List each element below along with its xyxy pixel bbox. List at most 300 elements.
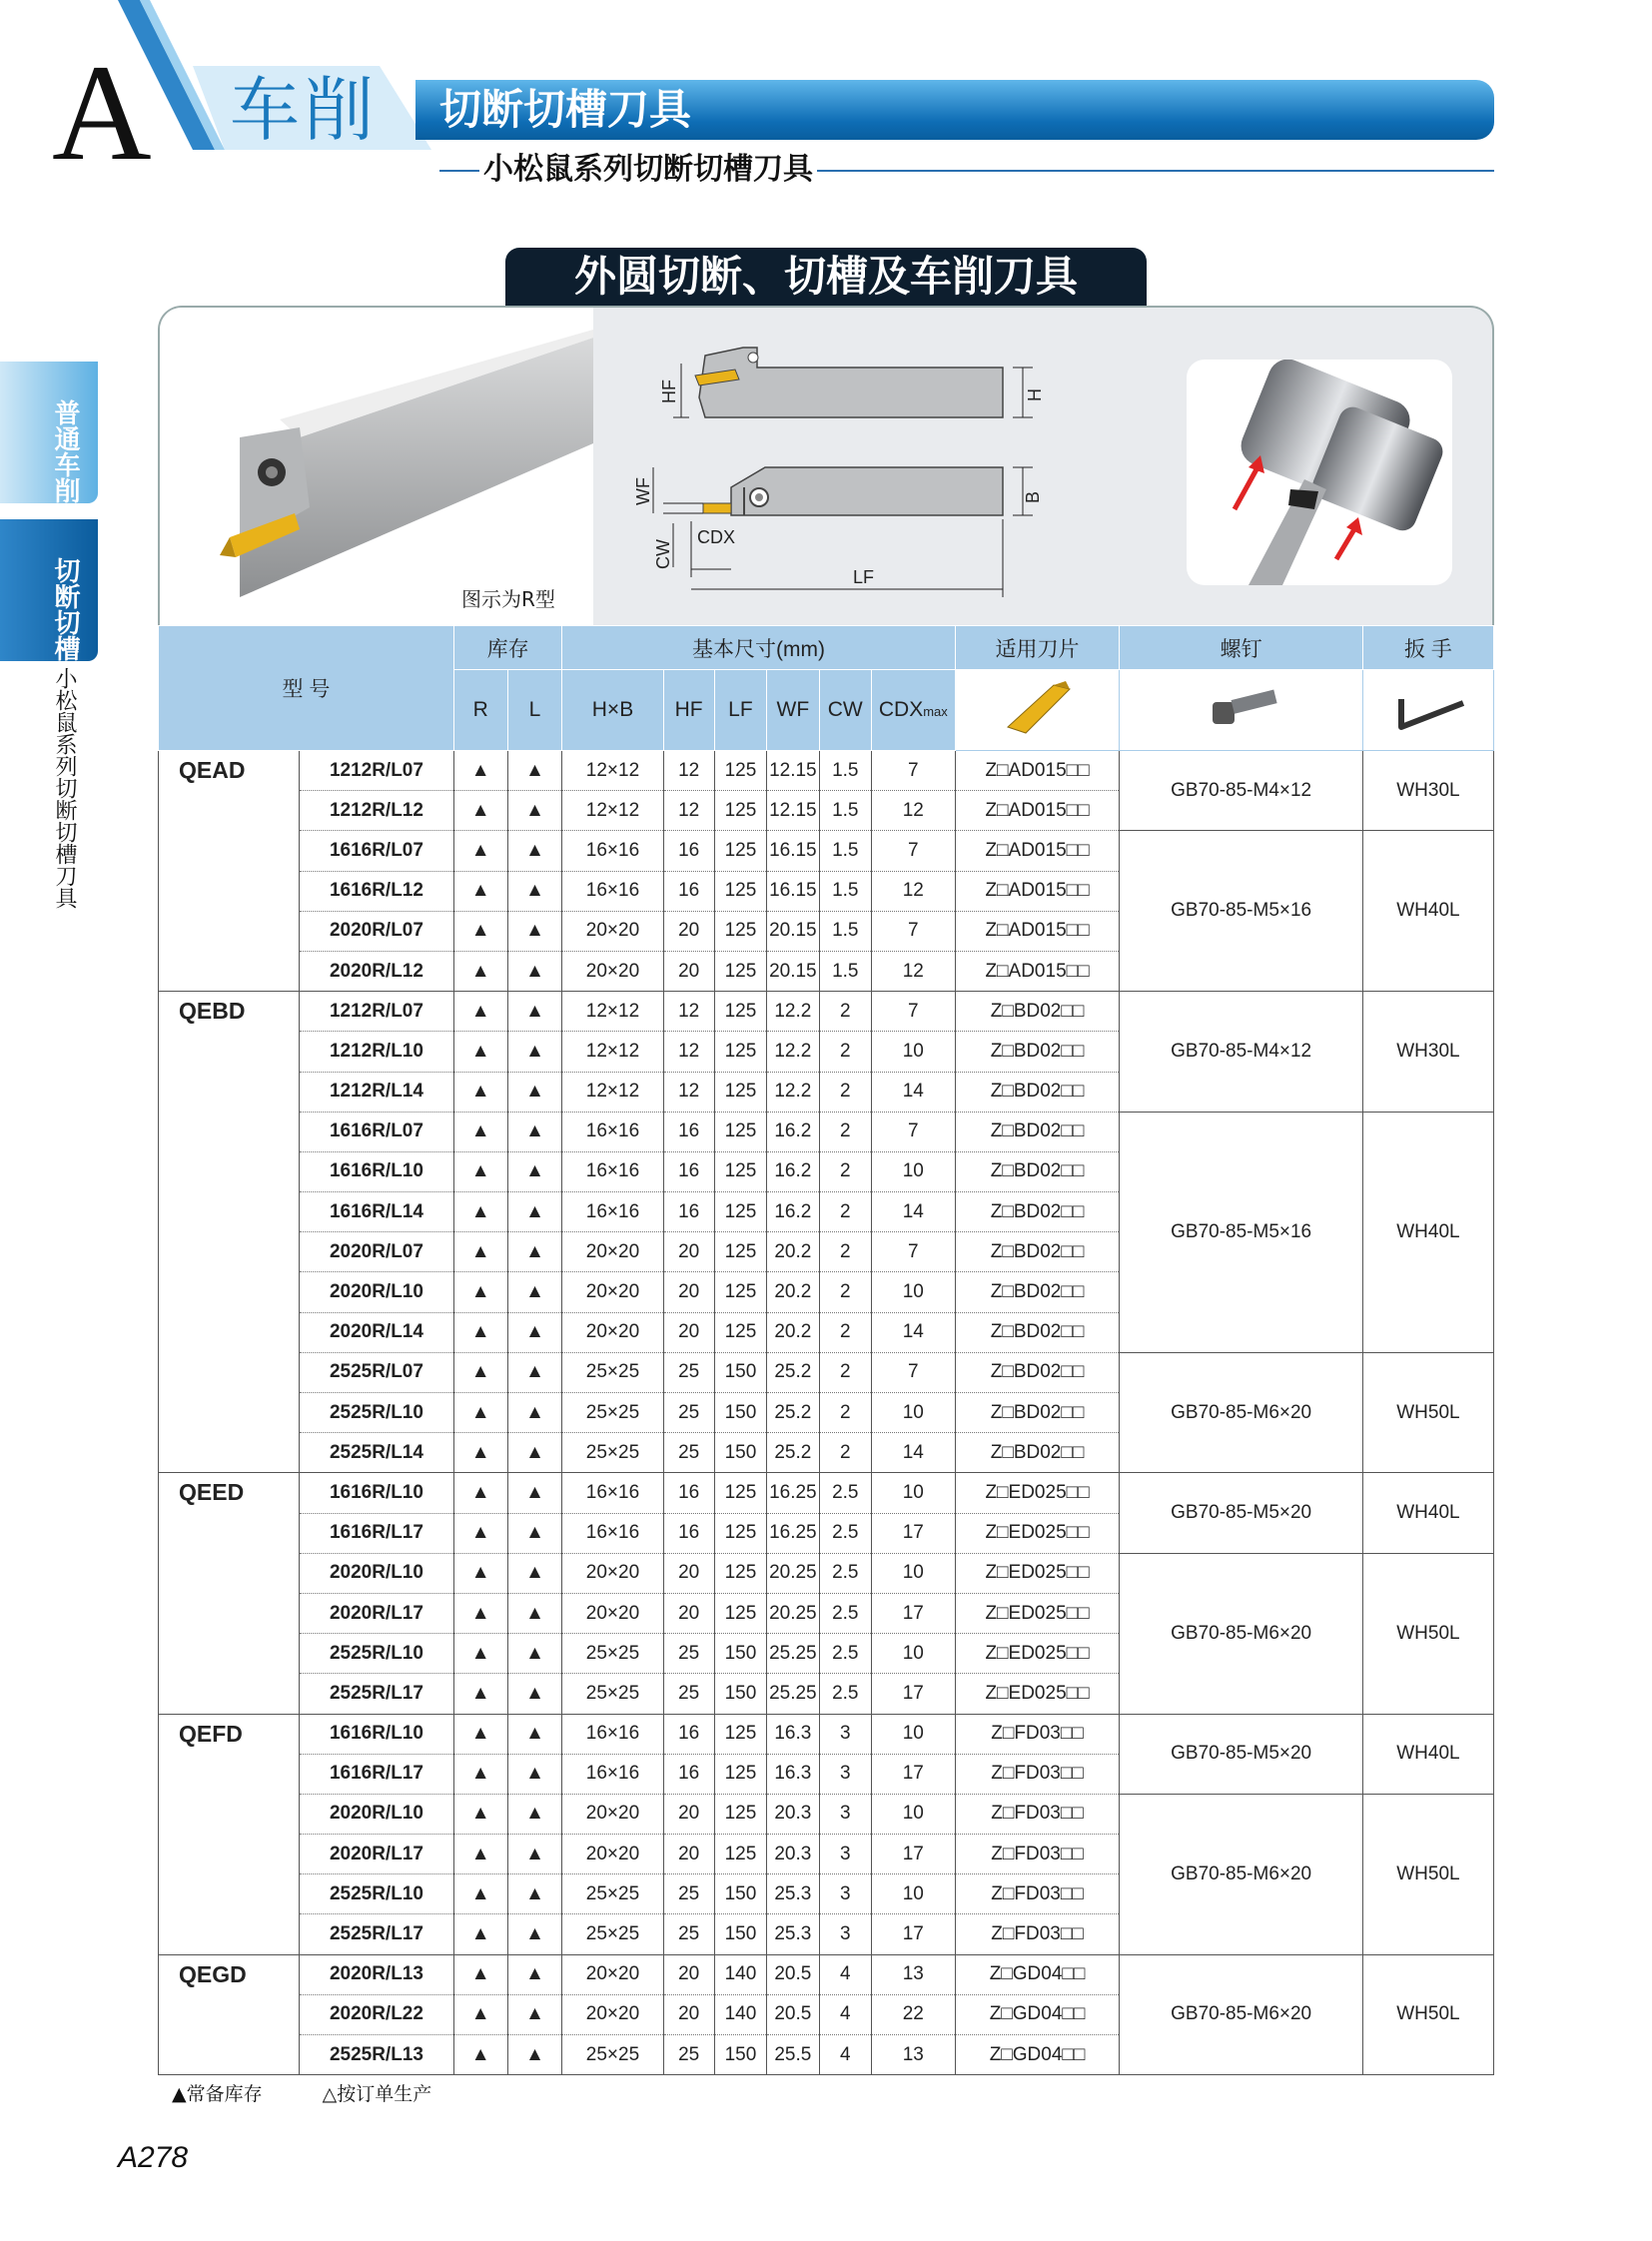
col-model: 型 号 <box>159 626 454 751</box>
cell-hxb: 20×20 <box>562 1272 663 1312</box>
cell-lf: 125 <box>714 1112 766 1151</box>
cell-wf: 12.2 <box>767 1032 819 1072</box>
cell-hxb: 25×25 <box>562 1914 663 1954</box>
side-tab-general-turning[interactable]: 普通车削 <box>0 362 98 503</box>
cell-stock-l: ▲ <box>507 1112 562 1151</box>
cell-stock-r: ▲ <box>453 1914 507 1954</box>
cell-lf: 125 <box>714 1473 766 1513</box>
cell-stock-r: ▲ <box>453 1994 507 2034</box>
cell-wf: 25.25 <box>767 1634 819 1674</box>
cell-hf: 25 <box>663 1634 714 1674</box>
cell-insert: Z□FD03□□ <box>955 1835 1120 1874</box>
cell-cw: 4 <box>819 1954 871 1994</box>
cell-cw: 3 <box>819 1874 871 1914</box>
series-name: QEAD <box>159 751 300 992</box>
col-cdx: CDXmax <box>871 670 955 751</box>
cell-hf: 25 <box>663 1352 714 1392</box>
cell-cdx: 14 <box>871 1192 955 1232</box>
cell-lf: 150 <box>714 1874 766 1914</box>
cell-wf: 16.3 <box>767 1754 819 1794</box>
cell-hxb: 12×12 <box>562 1072 663 1112</box>
cell-lf: 125 <box>714 992 766 1032</box>
cell-stock-l: ▲ <box>507 1553 562 1593</box>
cell-cw: 1.5 <box>819 751 871 791</box>
cell-wf: 12.2 <box>767 992 819 1032</box>
cell-stock-r: ▲ <box>453 1352 507 1392</box>
cell-hf: 20 <box>663 1272 714 1312</box>
cell-cdx: 17 <box>871 1754 955 1794</box>
cell-hxb: 16×16 <box>562 1151 663 1191</box>
cell-stock-r: ▲ <box>453 1794 507 1834</box>
tool-photo-panel <box>160 308 593 627</box>
cell-stock-l: ▲ <box>507 831 562 871</box>
tool-holder-illustration <box>160 308 593 627</box>
cell-model: 1616R/L07 <box>300 1112 454 1151</box>
cell-stock-r: ▲ <box>453 2035 507 2075</box>
cell-cdx: 22 <box>871 1994 955 2034</box>
cell-cdx: 17 <box>871 1513 955 1553</box>
cell-lf: 140 <box>714 1954 766 1994</box>
cell-hxb: 25×25 <box>562 1874 663 1914</box>
cell-hxb: 12×12 <box>562 751 663 791</box>
col-stock: 库存 <box>453 626 562 670</box>
cell-wf: 20.2 <box>767 1272 819 1312</box>
cell-insert: Z□BD02□□ <box>955 1352 1120 1392</box>
cell-hxb: 20×20 <box>562 1794 663 1834</box>
cell-lf: 125 <box>714 871 766 911</box>
cell-wf: 25.2 <box>767 1393 819 1433</box>
cell-stock-r: ▲ <box>453 992 507 1032</box>
cell-wrench: WH50L <box>1362 1794 1493 1954</box>
cell-wf: 16.25 <box>767 1513 819 1553</box>
cell-lf: 125 <box>714 1192 766 1232</box>
cell-stock-r: ▲ <box>453 1954 507 1994</box>
cell-wf: 16.15 <box>767 871 819 911</box>
cell-stock-r: ▲ <box>453 1593 507 1633</box>
cell-stock-l: ▲ <box>507 871 562 911</box>
cell-cdx: 17 <box>871 1674 955 1714</box>
cell-hf: 25 <box>663 1914 714 1954</box>
cell-cdx: 10 <box>871 1874 955 1914</box>
cell-hxb: 20×20 <box>562 1553 663 1593</box>
cell-insert: Z□FD03□□ <box>955 1714 1120 1754</box>
cell-cdx: 10 <box>871 1553 955 1593</box>
cell-hf: 16 <box>663 1714 714 1754</box>
cell-lf: 125 <box>714 831 766 871</box>
cell-model: 1616R/L10 <box>300 1151 454 1191</box>
cell-stock-r: ▲ <box>453 871 507 911</box>
cell-wf: 25.3 <box>767 1914 819 1954</box>
cell-cw: 2 <box>819 1072 871 1112</box>
cell-insert: Z□FD03□□ <box>955 1794 1120 1834</box>
cell-stock-l: ▲ <box>507 751 562 791</box>
col-wf: WF <box>767 670 819 751</box>
cell-wf: 20.3 <box>767 1794 819 1834</box>
cell-model: 2525R/L17 <box>300 1914 454 1954</box>
cell-stock-l: ▲ <box>507 1352 562 1392</box>
cell-insert: Z□ED025□□ <box>955 1634 1120 1674</box>
cell-model: 2020R/L14 <box>300 1312 454 1352</box>
insert-icon <box>998 677 1078 737</box>
cell-wf: 20.5 <box>767 1994 819 2034</box>
cell-insert: Z□AD015□□ <box>955 951 1120 991</box>
cell-model: 1616R/L17 <box>300 1513 454 1553</box>
side-tab-parting-grooving[interactable]: 切断切槽 <box>0 519 98 661</box>
cell-insert: Z□BD02□□ <box>955 992 1120 1032</box>
cell-stock-r: ▲ <box>453 1674 507 1714</box>
cell-cdx: 10 <box>871 1272 955 1312</box>
cell-cw: 2 <box>819 1352 871 1392</box>
series-name: QEFD <box>159 1714 300 1954</box>
table-row <box>159 992 1494 1032</box>
col-insert: 适用刀片 <box>955 626 1120 670</box>
cell-stock-l: ▲ <box>507 1192 562 1232</box>
cell-cdx: 10 <box>871 1634 955 1674</box>
cell-hxb: 20×20 <box>562 951 663 991</box>
cell-stock-l: ▲ <box>507 1433 562 1473</box>
cell-cdx: 14 <box>871 1433 955 1473</box>
cell-stock-l: ▲ <box>507 1634 562 1674</box>
cell-stock-r: ▲ <box>453 1634 507 1674</box>
cell-stock-l: ▲ <box>507 1393 562 1433</box>
cell-model: 1616R/L10 <box>300 1473 454 1513</box>
cell-wf: 16.3 <box>767 1714 819 1754</box>
cell-cdx: 13 <box>871 2035 955 2075</box>
cell-stock-l: ▲ <box>507 1593 562 1633</box>
cell-hf: 20 <box>663 951 714 991</box>
cell-wf: 20.25 <box>767 1553 819 1593</box>
application-photo <box>1187 360 1452 585</box>
cell-model: 2020R/L07 <box>300 911 454 951</box>
col-lf: LF <box>714 670 766 751</box>
cell-stock-r: ▲ <box>453 1072 507 1112</box>
side-series-label: 小松鼠系列切断切槽刀具 <box>52 667 77 909</box>
cell-screw: GB70-85-M6×20 <box>1120 1352 1362 1473</box>
cell-wf: 25.2 <box>767 1433 819 1473</box>
cell-wrench: WH40L <box>1362 831 1493 992</box>
cell-hxb: 16×16 <box>562 1473 663 1513</box>
cell-screw: GB70-85-M5×16 <box>1120 831 1362 992</box>
screw-icon-cell <box>1120 670 1362 751</box>
cell-wrench: WH30L <box>1362 992 1493 1113</box>
dim-b-label: B <box>1023 490 1043 503</box>
cell-stock-r: ▲ <box>453 831 507 871</box>
cell-model: 2525R/L10 <box>300 1634 454 1674</box>
cell-insert: Z□FD03□□ <box>955 1914 1120 1954</box>
cell-hxb: 20×20 <box>562 1994 663 2034</box>
cell-insert: Z□ED025□□ <box>955 1553 1120 1593</box>
cell-cdx: 10 <box>871 1151 955 1191</box>
cell-cdx: 10 <box>871 1794 955 1834</box>
cell-hf: 16 <box>663 831 714 871</box>
cell-model: 2525R/L10 <box>300 1393 454 1433</box>
cell-hf: 12 <box>663 992 714 1032</box>
cell-stock-r: ▲ <box>453 1312 507 1352</box>
cell-cw: 3 <box>819 1914 871 1954</box>
cell-cw: 1.5 <box>819 791 871 831</box>
cell-lf: 150 <box>714 1674 766 1714</box>
cell-wrench: WH30L <box>1362 751 1493 831</box>
series-subtitle: 小松鼠系列切断切槽刀具 <box>479 150 817 190</box>
cell-cw: 3 <box>819 1794 871 1834</box>
cell-lf: 150 <box>714 1634 766 1674</box>
cell-model: 2020R/L13 <box>300 1954 454 1994</box>
cell-stock-l: ▲ <box>507 1513 562 1553</box>
cell-stock-l: ▲ <box>507 1835 562 1874</box>
cell-wrench: WH40L <box>1362 1714 1493 1794</box>
cell-cw: 2.5 <box>819 1593 871 1633</box>
cell-stock-l: ▲ <box>507 992 562 1032</box>
cell-stock-r: ▲ <box>453 1232 507 1272</box>
cell-lf: 125 <box>714 1593 766 1633</box>
cell-model: 2020R/L07 <box>300 1232 454 1272</box>
cell-hxb: 25×25 <box>562 1634 663 1674</box>
cell-insert: Z□GD04□□ <box>955 1954 1120 1994</box>
cell-insert: Z□BD02□□ <box>955 1272 1120 1312</box>
cell-hxb: 25×25 <box>562 1352 663 1392</box>
series-name: QEBD <box>159 992 300 1473</box>
cell-screw: GB70-85-M5×16 <box>1120 1112 1362 1352</box>
cell-cw: 2 <box>819 1112 871 1151</box>
cell-hf: 20 <box>663 1593 714 1633</box>
cell-hf: 25 <box>663 1674 714 1714</box>
cell-lf: 125 <box>714 1553 766 1593</box>
cell-stock-r: ▲ <box>453 1112 507 1151</box>
cell-hxb: 20×20 <box>562 1954 663 1994</box>
cell-cdx: 7 <box>871 1112 955 1151</box>
dim-h-label: H <box>1025 388 1045 401</box>
cell-lf: 125 <box>714 911 766 951</box>
cell-stock-l: ▲ <box>507 1994 562 2034</box>
cell-wrench: WH40L <box>1362 1473 1493 1553</box>
cell-model: 2020R/L12 <box>300 951 454 991</box>
cell-model: 1212R/L10 <box>300 1032 454 1072</box>
cell-hxb: 25×25 <box>562 1393 663 1433</box>
cell-hxb: 20×20 <box>562 1835 663 1874</box>
table-row <box>159 1112 1494 1151</box>
cell-model: 1212R/L07 <box>300 992 454 1032</box>
cell-model: 1212R/L07 <box>300 751 454 791</box>
screw-icon <box>1197 682 1286 732</box>
cell-cdx: 10 <box>871 1473 955 1513</box>
cell-wf: 12.15 <box>767 751 819 791</box>
cell-wrench: WH40L <box>1362 1112 1493 1352</box>
dim-hf-label: HF <box>659 379 679 403</box>
cell-stock-r: ▲ <box>453 951 507 991</box>
cell-screw: GB70-85-M6×20 <box>1120 1794 1362 1954</box>
cell-hf: 25 <box>663 2035 714 2075</box>
cell-stock-r: ▲ <box>453 1553 507 1593</box>
cell-hxb: 20×20 <box>562 1593 663 1633</box>
cell-insert: Z□GD04□□ <box>955 1994 1120 2034</box>
cell-insert: Z□BD02□□ <box>955 1032 1120 1072</box>
cell-hxb: 16×16 <box>562 1714 663 1754</box>
cell-stock-l: ▲ <box>507 1674 562 1714</box>
cell-stock-l: ▲ <box>507 1312 562 1352</box>
cell-lf: 125 <box>714 1072 766 1112</box>
cell-hf: 16 <box>663 1112 714 1151</box>
cell-cdx: 7 <box>871 831 955 871</box>
cell-stock-r: ▲ <box>453 1714 507 1754</box>
cell-cw: 1.5 <box>819 871 871 911</box>
cell-hf: 16 <box>663 1151 714 1191</box>
cell-hxb: 16×16 <box>562 831 663 871</box>
cell-stock-l: ▲ <box>507 2035 562 2075</box>
cell-cdx: 7 <box>871 1232 955 1272</box>
cell-hf: 20 <box>663 911 714 951</box>
cell-cw: 2 <box>819 1232 871 1272</box>
cell-cw: 2.5 <box>819 1473 871 1513</box>
cell-hf: 16 <box>663 1754 714 1794</box>
cell-stock-l: ▲ <box>507 1954 562 1994</box>
cell-screw: GB70-85-M4×12 <box>1120 751 1362 831</box>
cell-cw: 2 <box>819 1393 871 1433</box>
cell-stock-r: ▲ <box>453 1151 507 1191</box>
cell-hf: 25 <box>663 1874 714 1914</box>
cell-hf: 20 <box>663 1312 714 1352</box>
cell-screw: GB70-85-M6×20 <box>1120 1553 1362 1714</box>
product-table <box>158 625 1494 2075</box>
cell-insert: Z□BD02□□ <box>955 1192 1120 1232</box>
cell-model: 2525R/L10 <box>300 1874 454 1914</box>
cell-lf: 125 <box>714 951 766 991</box>
section-title: 外圆切断、切槽及车削刀具 <box>505 248 1147 306</box>
cell-lf: 125 <box>714 1151 766 1191</box>
cell-cdx: 7 <box>871 1352 955 1392</box>
col-cw: CW <box>819 670 871 751</box>
cell-model: 2525R/L13 <box>300 2035 454 2075</box>
cell-model: 2525R/L17 <box>300 1674 454 1714</box>
cell-insert: Z□BD02□□ <box>955 1312 1120 1352</box>
cell-hf: 12 <box>663 751 714 791</box>
cell-lf: 125 <box>714 1835 766 1874</box>
cell-hxb: 25×25 <box>562 1433 663 1473</box>
cell-stock-l: ▲ <box>507 951 562 991</box>
cell-cdx: 14 <box>871 1312 955 1352</box>
cell-stock-r: ▲ <box>453 791 507 831</box>
cell-stock-r: ▲ <box>453 1393 507 1433</box>
cell-stock-l: ▲ <box>507 1232 562 1272</box>
cell-stock-l: ▲ <box>507 1874 562 1914</box>
cell-lf: 125 <box>714 1312 766 1352</box>
cell-lf: 125 <box>714 1714 766 1754</box>
cell-model: 2020R/L10 <box>300 1553 454 1593</box>
cell-cw: 2 <box>819 1192 871 1232</box>
table-row <box>159 1954 1494 1994</box>
cell-insert: Z□BD02□□ <box>955 1433 1120 1473</box>
cell-cdx: 7 <box>871 992 955 1032</box>
dim-cdx-label: CDX <box>697 527 736 547</box>
cell-cw: 2.5 <box>819 1634 871 1674</box>
cell-lf: 150 <box>714 1914 766 1954</box>
cell-lf: 125 <box>714 1272 766 1312</box>
cell-insert: Z□BD02□□ <box>955 1232 1120 1272</box>
cell-wf: 20.15 <box>767 951 819 991</box>
cell-hf: 16 <box>663 1513 714 1553</box>
cell-insert: Z□BD02□□ <box>955 1112 1120 1151</box>
cell-cdx: 13 <box>871 1954 955 1994</box>
cell-hf: 20 <box>663 1794 714 1834</box>
cell-lf: 140 <box>714 1994 766 2034</box>
section-letter: A <box>52 36 152 189</box>
cell-stock-l: ▲ <box>507 1473 562 1513</box>
cell-cw: 2 <box>819 992 871 1032</box>
cell-model: 1616R/L12 <box>300 871 454 911</box>
cell-hf: 20 <box>663 1553 714 1593</box>
cell-model: 1212R/L12 <box>300 791 454 831</box>
cell-screw: GB70-85-M5×20 <box>1120 1473 1362 1553</box>
cell-stock-l: ▲ <box>507 791 562 831</box>
cell-hxb: 16×16 <box>562 871 663 911</box>
cell-wf: 25.2 <box>767 1352 819 1392</box>
cell-insert: Z□AD015□□ <box>955 871 1120 911</box>
cell-cw: 4 <box>819 1994 871 2034</box>
cell-model: 2525R/L14 <box>300 1433 454 1473</box>
cell-cw: 2 <box>819 1312 871 1352</box>
cell-lf: 125 <box>714 1754 766 1794</box>
cell-insert: Z□FD03□□ <box>955 1874 1120 1914</box>
cell-cw: 2.5 <box>819 1553 871 1593</box>
cell-hxb: 12×12 <box>562 791 663 831</box>
cell-wf: 16.15 <box>767 831 819 871</box>
cell-hf: 16 <box>663 1473 714 1513</box>
cell-lf: 150 <box>714 2035 766 2075</box>
cell-model: 2525R/L07 <box>300 1352 454 1392</box>
cell-screw: GB70-85-M4×12 <box>1120 992 1362 1113</box>
cell-cdx: 17 <box>871 1914 955 1954</box>
cell-stock-r: ▲ <box>453 1754 507 1794</box>
cell-cdx: 10 <box>871 1714 955 1754</box>
insert-icon-cell <box>955 670 1120 751</box>
cell-cw: 2 <box>819 1433 871 1473</box>
cell-hf: 20 <box>663 1994 714 2034</box>
cell-lf: 125 <box>714 1232 766 1272</box>
legend-order: △按订单生产 <box>322 2083 432 2105</box>
col-l: L <box>507 670 562 751</box>
cell-cdx: 17 <box>871 1835 955 1874</box>
cell-insert: Z□AD015□□ <box>955 831 1120 871</box>
cell-wf: 20.5 <box>767 1954 819 1994</box>
cell-lf: 125 <box>714 791 766 831</box>
cell-model: 1616R/L14 <box>300 1192 454 1232</box>
cell-cw: 3 <box>819 1835 871 1874</box>
wrench-icon-cell <box>1362 670 1493 751</box>
cell-wf: 16.2 <box>767 1112 819 1151</box>
cell-model: 1616R/L10 <box>300 1714 454 1754</box>
cell-hxb: 20×20 <box>562 1232 663 1272</box>
cell-lf: 125 <box>714 1513 766 1553</box>
cell-cdx: 10 <box>871 1393 955 1433</box>
cell-stock-l: ▲ <box>507 1794 562 1834</box>
cell-insert: Z□ED025□□ <box>955 1674 1120 1714</box>
cell-stock-r: ▲ <box>453 1192 507 1232</box>
cell-hf: 16 <box>663 871 714 911</box>
cell-screw: GB70-85-M5×20 <box>1120 1714 1362 1794</box>
cell-hxb: 12×12 <box>562 992 663 1032</box>
cell-wf: 20.2 <box>767 1312 819 1352</box>
cell-stock-r: ▲ <box>453 1473 507 1513</box>
table-row <box>159 751 1494 791</box>
series-name: QEGD <box>159 1954 300 2075</box>
cell-stock-l: ▲ <box>507 1754 562 1794</box>
col-hf: HF <box>663 670 714 751</box>
cell-wf: 16.2 <box>767 1192 819 1232</box>
col-basic-size: 基本尺寸(mm) <box>562 626 955 670</box>
cell-lf: 125 <box>714 1032 766 1072</box>
cell-wf: 20.2 <box>767 1232 819 1272</box>
cell-insert: Z□AD015□□ <box>955 751 1120 791</box>
figure-caption: 图示为R型 <box>461 587 555 611</box>
